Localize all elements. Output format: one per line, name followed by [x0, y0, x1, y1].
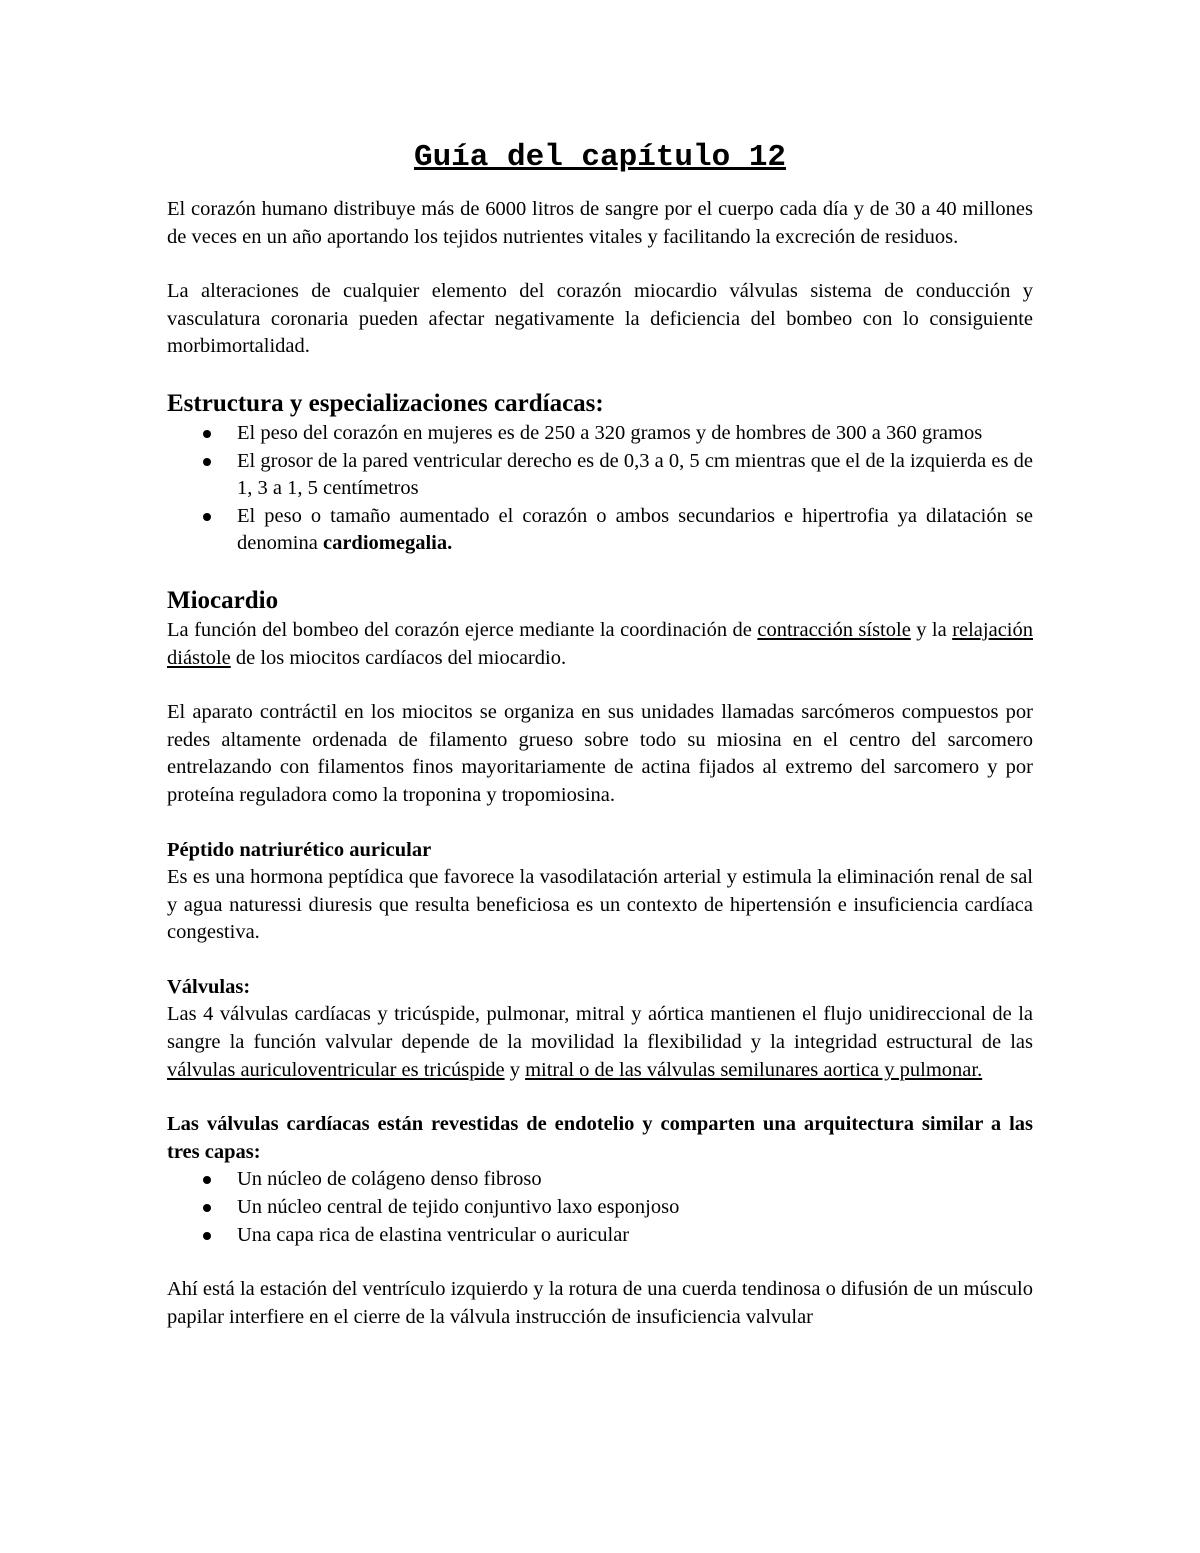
intro-paragraph-2: La alteraciones de cualquier elemento del corazón miocardio válvulas sistema de conducción y vasculatura coronaria pueden afectar negativamente la deficiencia del bombeo con lo consiguiente morbimortalidad. [167, 280, 1033, 358]
relajacion-term: relajación diástole [167, 618, 1033, 669]
valvulas-heading: Válvulas: [167, 975, 251, 998]
intro-paragraph-1: El corazón humano distribuye más de 6000 litros de sangre por el cuerpo cada día y de 30 a 40 millones de veces en un año aportando los tejidos nutrientes vitales y facilitando la excreción de residuos. [167, 198, 1033, 248]
bullet-icon [203, 430, 211, 438]
miocardio-paragraph-2: El aparato contráctil en los miocitos se organiza en sus unidades llamadas sarcómeros compuestos por redes altamente ordenada de filamento grueso sobre todo su miosina en el centro del sarcomero entrelazando con filamentos finos mayoritariamente de actina fijados al extremo del sarcomero y por proteína reguladora como la troponina y tropomiosina. [167, 701, 1033, 806]
miocardio-paragraph-1 [167, 617, 1033, 672]
list-item [167, 503, 1033, 558]
bullet-icon [203, 1204, 211, 1212]
text-span: de los miocitos cardíacos del miocardio. [230, 646, 567, 669]
cardiomegalia-term: cardiomegalia. [322, 532, 453, 555]
text-span: y [504, 1058, 526, 1081]
text-span: La función del bombeo del corazón ejerce mediante la coordinación de [167, 618, 758, 641]
list-item-text: El peso o tamaño aumentado el corazón o ambos secundarios e hipertrofia ya dilatación se denomina [237, 504, 1033, 555]
bullet-icon [203, 1176, 211, 1184]
text-span: Las 4 válvulas cardíacas y tricúspide, pulmonar, mitral y aórtica mantienen el flujo unidireccional de la sangre la función valvular depende de la movilidad la flexibilidad y la integridad estructural de las [167, 1003, 1033, 1054]
semilunares-term: mitral o de las válvulas semilunares aortica y pulmonar. [525, 1058, 983, 1081]
auriculoventricular-term: válvulas auriculoventricular es tricúspide [167, 1058, 505, 1081]
estructura-list [167, 420, 1033, 558]
list-item-text: El grosor de la pared ventricular derecho es de 0,3 a 0, 5 cm mientras que el de la izquierda es de 1, 3 a 1, 5 centímetros [237, 449, 1033, 500]
peptido-heading: Péptido natriurético auricular [167, 838, 432, 861]
list-item-text: Un núcleo de colágeno denso fibroso [237, 1168, 542, 1191]
estructura-heading: Estructura y especializaciones cardíacas: [167, 389, 604, 417]
page-title: Guía del capítulo 12 [413, 140, 787, 175]
list-item [167, 1222, 1033, 1250]
document-content [167, 138, 1033, 1331]
final-paragraph: Ahí está la estación del ventrículo izquierdo y la rotura de una cuerda tendinosa o difusión de un músculo papilar interfiere en el cierre de la válvula instrucción de insuficiencia valvular [167, 1278, 1033, 1328]
list-item [167, 1194, 1033, 1222]
miocardio-heading: Miocardio [167, 586, 279, 614]
list-item-text: El peso del corazón en mujeres es de 250 a 320 gramos y de hombres de 300 a 360 gramos [237, 421, 983, 444]
bullet-icon [203, 458, 211, 466]
list-item [167, 448, 1033, 503]
contraccion-term: contracción sístole [757, 618, 911, 641]
bullet-icon [203, 513, 211, 521]
list-item [167, 1166, 1033, 1194]
capas-list [167, 1166, 1033, 1249]
bullet-icon [203, 1232, 211, 1240]
valvulas-paragraph [167, 1001, 1033, 1084]
peptido-paragraph: Es es una hormona peptídica que favorece la vasodilatación arterial y estimula la eliminación renal de sal y agua naturessi diuresis que resulta beneficiosa es un contexto de hipertensión e insuficiencia cardíaca congestiva. [167, 866, 1033, 944]
list-item [167, 420, 1033, 448]
list-item-text: Una capa rica de elastina ventricular o auricular [237, 1223, 630, 1246]
capas-heading: Las válvulas cardíacas están revestidas de endotelio y comparten una arquitectura similar a las tres capas: [167, 1113, 1033, 1163]
text-span: y la [910, 618, 953, 641]
list-item-text: Un núcleo central de tejido conjuntivo laxo esponjoso [237, 1196, 680, 1219]
